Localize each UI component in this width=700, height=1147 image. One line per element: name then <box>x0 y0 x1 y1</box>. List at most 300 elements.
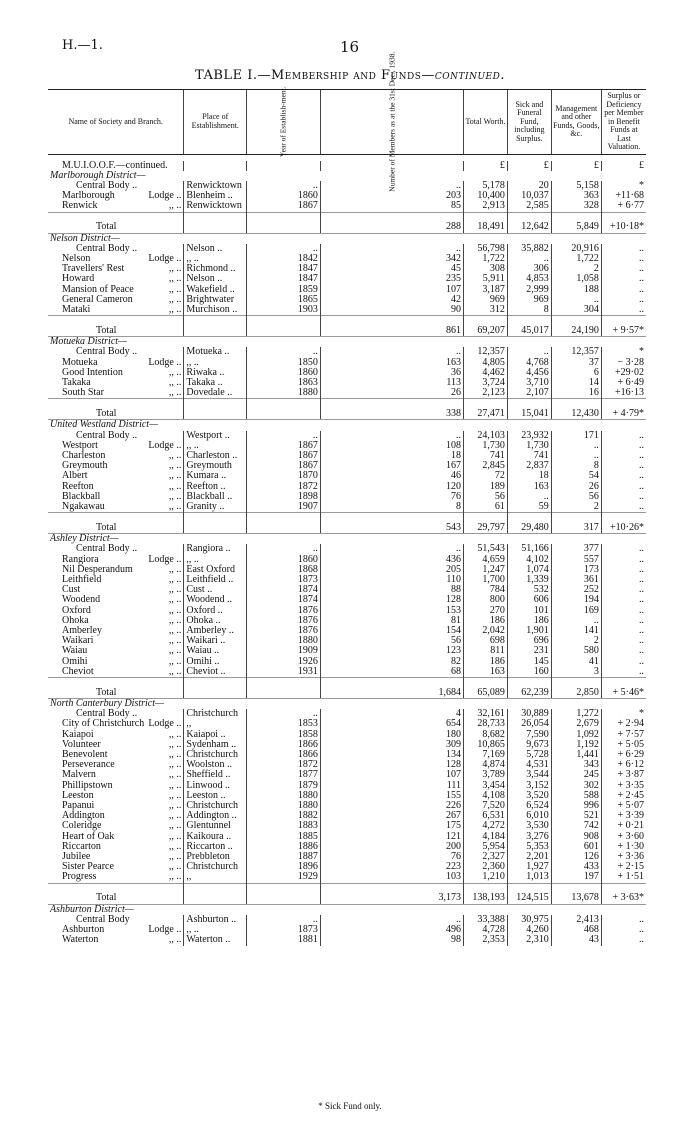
management-cell: 1,272 <box>551 709 601 719</box>
branch-row <box>48 626 646 636</box>
branch-row <box>48 492 646 502</box>
members-cell: .. <box>320 431 463 441</box>
surplus-cell: + 6·49 <box>601 378 646 388</box>
members-cell: 128 <box>320 760 463 770</box>
total-worth-cell: 72 <box>464 471 508 481</box>
management-cell: 2 <box>551 264 601 274</box>
district-header-row <box>48 233 646 244</box>
branch-type: ,, .. <box>168 263 182 275</box>
place-cell: Woodend .. <box>184 595 247 605</box>
branch-name-cell <box>48 201 184 212</box>
management-cell: 169 <box>551 606 601 616</box>
surplus-cell: + 3·36 <box>601 852 646 862</box>
surplus-cell: .. <box>601 585 646 595</box>
branch-type: ,, .. <box>168 470 182 482</box>
surplus-cell: + 2·94 <box>601 719 646 729</box>
branch-name: Central Body .. <box>76 242 138 254</box>
branch-name: Charleston <box>62 449 106 461</box>
table-title-text: —Membership and Funds— <box>257 68 435 83</box>
total-worth-cell: 3,454 <box>464 781 508 791</box>
members-cell: 113 <box>320 378 463 388</box>
branch-name: Benevolent <box>62 749 108 761</box>
surplus-cell: + 3·39 <box>601 811 646 821</box>
branch-name: Travellers' Rest <box>62 263 125 275</box>
surplus-cell: .. <box>601 305 646 316</box>
place-cell: Renwicktown <box>184 201 247 212</box>
branch-row <box>48 378 646 388</box>
total-worth-cell: 312 <box>464 305 508 316</box>
branch-name: Progress <box>62 871 97 883</box>
branch-name: Volunteer <box>62 738 101 750</box>
year-cell: 1867 <box>247 461 321 471</box>
branch-name: Cust <box>62 584 81 596</box>
management-cell: 20,916 <box>551 244 601 254</box>
place-cell: Amberley .. <box>184 626 247 636</box>
place-cell: Omihi .. <box>184 657 247 667</box>
branch-type: ,, .. <box>168 645 182 657</box>
year-cell: 1876 <box>247 626 321 636</box>
branch-row <box>48 191 646 201</box>
management-cell: 41 <box>551 657 601 667</box>
members-cell: 90 <box>320 305 463 316</box>
year-cell: 1885 <box>247 832 321 842</box>
sick-fund-cell: 2,585 <box>507 201 551 212</box>
total-label: Total <box>48 678 184 699</box>
col-place-header: Place of Establishment. <box>184 90 247 155</box>
branch-row <box>48 358 646 368</box>
sick-fund-cell: 5,353 <box>507 842 551 852</box>
management-cell: 343 <box>551 760 601 770</box>
branch-row <box>48 575 646 585</box>
management-cell: .. <box>551 441 601 451</box>
place-cell: Westport .. <box>184 431 247 441</box>
management-cell: 37 <box>551 358 601 368</box>
district-header-row <box>48 534 646 545</box>
branch-type: Lodge .. <box>148 190 182 202</box>
members-cell: 45 <box>320 264 463 274</box>
members-cell: 167 <box>320 461 463 471</box>
sick-fund-cell: 20 <box>507 181 551 191</box>
sick-fund-cell: 1,013 <box>507 872 551 883</box>
year-cell: 1907 <box>247 502 321 513</box>
year-cell: 1860 <box>247 555 321 565</box>
pound-sign: £ <box>601 161 646 171</box>
place-cell: Renwicktown <box>184 181 247 191</box>
branch-name: Central Body .. <box>76 179 138 191</box>
branch-name: Riccarton <box>62 840 101 852</box>
branch-type: ,, .. <box>168 563 182 575</box>
members-cell: 120 <box>320 482 463 492</box>
document-code: H.—1. <box>62 38 103 53</box>
branch-type: Lodge .. <box>148 924 182 936</box>
total-worth-cell: 5,178 <box>464 181 508 191</box>
total-worth-cell: 4,272 <box>464 821 508 831</box>
place-cell: ,, .. <box>184 925 247 935</box>
year-cell: 1880 <box>247 636 321 646</box>
year-cell: 1866 <box>247 750 321 760</box>
surplus-cell: .. <box>601 254 646 264</box>
sick-fund-cell: 2,999 <box>507 285 551 295</box>
surplus-cell: + 5·05 <box>601 740 646 750</box>
year-cell: 1880 <box>247 791 321 801</box>
sick-fund-cell: 59 <box>507 502 551 513</box>
members-cell: .. <box>320 544 463 554</box>
year-cell: 1876 <box>247 606 321 616</box>
total-year-cell <box>247 883 321 904</box>
management-cell: 1,192 <box>551 740 601 750</box>
year-cell: 1931 <box>247 667 321 678</box>
total-worth-cell: 28,733 <box>464 719 508 729</box>
total-worth-cell: 2,845 <box>464 461 508 471</box>
year-cell: 1867 <box>247 441 321 451</box>
branch-type: ,, .. <box>168 366 182 378</box>
surplus-cell: .. <box>601 575 646 585</box>
management-cell: .. <box>551 295 601 305</box>
total-worth-cell: 784 <box>464 585 508 595</box>
year-cell: 1865 <box>247 295 321 305</box>
management-cell: 171 <box>551 431 601 441</box>
members-cell: 8 <box>320 502 463 513</box>
place-cell: Blackball .. <box>184 492 247 502</box>
total-worth-cell: 3,187 <box>464 285 508 295</box>
total-place-cell <box>184 399 247 420</box>
branch-row <box>48 347 646 357</box>
total-members-cell: 288 <box>320 212 463 233</box>
management-cell: 43 <box>551 935 601 945</box>
branch-name: Sister Pearce <box>62 861 114 873</box>
total-worth-cell: 3,789 <box>464 770 508 780</box>
management-cell: 361 <box>551 575 601 585</box>
district-name: North Canterbury District— <box>50 698 164 710</box>
members-cell: 175 <box>320 821 463 831</box>
management-cell: 557 <box>551 555 601 565</box>
sick-fund-cell: 3,544 <box>507 770 551 780</box>
branch-row <box>48 305 646 316</box>
surplus-cell: .. <box>601 565 646 575</box>
branch-name: City of Christchurch <box>62 718 145 730</box>
place-cell: Ohoka .. <box>184 616 247 626</box>
management-cell: 468 <box>551 925 601 935</box>
total-worth-cell: 741 <box>464 451 508 461</box>
sick-fund-cell: 4,260 <box>507 925 551 935</box>
surplus-cell: .. <box>601 606 646 616</box>
surplus-cell: .. <box>601 461 646 471</box>
sick-fund-cell: 606 <box>507 595 551 605</box>
district-header-row <box>48 699 646 710</box>
management-cell: 14 <box>551 378 601 388</box>
members-cell: 36 <box>320 368 463 378</box>
sick-fund-cell: 231 <box>507 646 551 656</box>
management-cell: 2,413 <box>551 915 601 925</box>
sick-fund-cell: 3,520 <box>507 791 551 801</box>
year-cell: 1858 <box>247 730 321 740</box>
branch-type: ,, .. <box>168 273 182 285</box>
year-cell: 1898 <box>247 492 321 502</box>
district-name: United Westland District— <box>50 419 158 431</box>
place-cell: Ashburton .. <box>184 915 247 925</box>
management-cell: 194 <box>551 595 601 605</box>
management-cell: 2 <box>551 502 601 513</box>
place-cell: Waikari .. <box>184 636 247 646</box>
branch-name-cell <box>48 388 184 399</box>
total-worth-cell: 32,161 <box>464 709 508 719</box>
place-cell: Kumara .. <box>184 471 247 481</box>
branch-type: ,, .. <box>168 665 182 677</box>
branch-type: ,, .. <box>168 759 182 771</box>
branch-name: Takaka <box>62 376 91 388</box>
year-cell: 1847 <box>247 274 321 284</box>
total-label: Total <box>48 883 184 904</box>
management-cell: 56 <box>551 492 601 502</box>
branch-type: ,, .. <box>168 861 182 873</box>
branch-type: ,, .. <box>168 840 182 852</box>
branch-type: ,, .. <box>168 303 182 315</box>
sick-fund-cell: 306 <box>507 264 551 274</box>
management-cell: 2,679 <box>551 719 601 729</box>
surplus-cell: .. <box>601 646 646 656</box>
total-worth-cell: 12,357 <box>464 347 508 357</box>
sick-fund-cell: 163 <box>507 482 551 492</box>
total-surplus-cell: + 3·63* <box>601 883 646 904</box>
total-worth-cell: 56,798 <box>464 244 508 254</box>
branch-row <box>48 770 646 780</box>
members-cell: 223 <box>320 862 463 872</box>
place-cell: Murchison .. <box>184 305 247 316</box>
members-cell: 226 <box>320 801 463 811</box>
branch-row <box>48 832 646 842</box>
branch-type: ,, .. <box>168 779 182 791</box>
total-worth-cell: 138,193 <box>464 883 508 904</box>
surplus-cell: + 1·30 <box>601 842 646 852</box>
place-cell: Dovedale .. <box>184 388 247 399</box>
year-cell: 1866 <box>247 740 321 750</box>
branch-row <box>48 585 646 595</box>
members-cell: 76 <box>320 492 463 502</box>
surplus-cell: + 3·60 <box>601 832 646 842</box>
total-year-cell <box>247 316 321 337</box>
sick-fund-cell: 969 <box>507 295 551 305</box>
year-cell: .. <box>247 431 321 441</box>
sick-fund-cell: 51,166 <box>507 544 551 554</box>
branch-name: General Cameron <box>62 293 133 305</box>
branch-row <box>48 295 646 305</box>
total-worth-cell: 4,728 <box>464 925 508 935</box>
total-worth-cell: 3,724 <box>464 378 508 388</box>
total-worth-cell: 186 <box>464 657 508 667</box>
col-sick-fund-header: Sick and Funeral Fund, including Surplus. <box>507 90 551 155</box>
members-cell: 68 <box>320 667 463 678</box>
sick-fund-cell: 4,768 <box>507 358 551 368</box>
sick-fund-cell: 30,975 <box>507 915 551 925</box>
total-worth-cell: 7,520 <box>464 801 508 811</box>
branch-type: ,, .. <box>168 614 182 626</box>
surplus-cell: + 6·12 <box>601 760 646 770</box>
year-cell: .. <box>247 347 321 357</box>
sick-fund-cell: 35,882 <box>507 244 551 254</box>
total-surplus-cell: + 5·46* <box>601 678 646 699</box>
branch-name: Good Intention <box>62 366 123 378</box>
members-cell: 81 <box>320 616 463 626</box>
sick-fund-cell: 3,276 <box>507 832 551 842</box>
branch-name: Coleridge <box>62 820 102 832</box>
management-cell: 580 <box>551 646 601 656</box>
place-cell: ,, .. <box>184 254 247 264</box>
branch-name: Ohoka <box>62 614 89 626</box>
surplus-cell: .. <box>601 451 646 461</box>
place-cell: Prebbleton <box>184 852 247 862</box>
sick-fund-cell: 1,927 <box>507 862 551 872</box>
year-cell: 1876 <box>247 616 321 626</box>
branch-name: Central Body .. <box>76 429 138 441</box>
total-worth-cell: 308 <box>464 264 508 274</box>
branch-row <box>48 565 646 575</box>
place-cell: Addington .. <box>184 811 247 821</box>
surplus-cell: .. <box>601 616 646 626</box>
place-cell: Linwood .. <box>184 781 247 791</box>
surplus-cell: .. <box>601 244 646 254</box>
place-cell: ,, .. <box>184 358 247 368</box>
branch-name: Rangiora <box>62 553 99 565</box>
branch-name: Central Body .. <box>76 543 138 555</box>
place-cell: Blenheim .. <box>184 191 247 201</box>
branch-type: ,, .. <box>168 728 182 740</box>
branch-name: Central Body .. <box>76 708 138 720</box>
total-label: Total <box>48 212 184 233</box>
members-cell: 128 <box>320 595 463 605</box>
total-surplus-cell: +10·18* <box>601 212 646 233</box>
members-cell: 155 <box>320 791 463 801</box>
total-worth-cell: 24,103 <box>464 431 508 441</box>
management-cell: 742 <box>551 821 601 831</box>
place-cell: Oxford .. <box>184 606 247 616</box>
sick-fund-cell: .. <box>507 347 551 357</box>
branch-row <box>48 915 646 925</box>
branch-name: Cheviot <box>62 665 94 677</box>
surplus-cell: .. <box>601 295 646 305</box>
year-cell: 1883 <box>247 821 321 831</box>
surplus-cell: + 7·57 <box>601 730 646 740</box>
branch-row <box>48 482 646 492</box>
total-management-cell: 24,190 <box>551 316 601 337</box>
members-cell: 56 <box>320 636 463 646</box>
total-worth-cell: 2,123 <box>464 388 508 399</box>
surplus-cell: .. <box>601 482 646 492</box>
branch-row <box>48 201 646 212</box>
total-worth-cell: 2,353 <box>464 935 508 945</box>
branch-row <box>48 502 646 513</box>
branch-name: Westport <box>62 439 98 451</box>
surplus-cell: .. <box>601 274 646 284</box>
branch-name: Oxford <box>62 604 91 616</box>
branch-name: Howard <box>62 273 95 285</box>
place-cell: Richmond .. <box>184 264 247 274</box>
management-cell: 252 <box>551 585 601 595</box>
branch-row <box>48 451 646 461</box>
surplus-cell: − 3·28 <box>601 358 646 368</box>
place-cell: Riwaka .. <box>184 368 247 378</box>
year-cell: 1867 <box>247 201 321 212</box>
total-worth-cell: 10,400 <box>464 191 508 201</box>
year-cell: .. <box>247 915 321 925</box>
total-label: Total <box>48 316 184 337</box>
members-cell: 180 <box>320 730 463 740</box>
branch-row <box>48 254 646 264</box>
branch-name: Marlborough <box>62 190 115 202</box>
total-management-cell: 5,849 <box>551 212 601 233</box>
branch-row <box>48 544 646 554</box>
members-cell: .. <box>320 915 463 925</box>
branch-row <box>48 431 646 441</box>
branch-name: Phillipstown <box>62 779 113 791</box>
branch-row <box>48 274 646 284</box>
branch-name: Jubilee <box>62 851 91 863</box>
members-cell: 163 <box>320 358 463 368</box>
total-worth-cell: 2,913 <box>464 201 508 212</box>
year-cell: 1874 <box>247 585 321 595</box>
district-total-row <box>48 513 646 534</box>
district-name: Ashley District— <box>50 533 119 545</box>
sick-fund-cell: 1,730 <box>507 441 551 451</box>
surplus-cell: +29·02 <box>601 368 646 378</box>
place-cell: Kaikoura .. <box>184 832 247 842</box>
district-name: Marlborough District— <box>50 169 146 181</box>
sick-fund-cell: 4,531 <box>507 760 551 770</box>
sick-fund-cell: 145 <box>507 657 551 667</box>
sick-fund-cell: 7,590 <box>507 730 551 740</box>
sick-fund-cell: 6,010 <box>507 811 551 821</box>
management-cell: 1,441 <box>551 750 601 760</box>
surplus-cell: .. <box>601 935 646 945</box>
sick-fund-cell: 2,107 <box>507 388 551 399</box>
branch-name: Leithfield <box>62 574 102 585</box>
sick-fund-cell: 741 <box>507 451 551 461</box>
total-worth-cell: 69,207 <box>464 316 508 337</box>
sick-fund-cell: 2,310 <box>507 935 551 945</box>
management-cell: 588 <box>551 791 601 801</box>
year-cell: 1903 <box>247 305 321 316</box>
members-cell: .. <box>320 347 463 357</box>
total-place-cell <box>184 678 247 699</box>
branch-type: ,, .. <box>168 490 182 502</box>
branch-row <box>48 244 646 254</box>
year-cell: 1874 <box>247 595 321 605</box>
year-cell: 1882 <box>247 811 321 821</box>
place-cell: Sydenham .. <box>184 740 247 750</box>
management-cell: 1,058 <box>551 274 601 284</box>
place-cell: Nelson .. <box>184 244 247 254</box>
year-cell: 1877 <box>247 770 321 780</box>
year-cell: 1909 <box>247 646 321 656</box>
branch-row <box>48 760 646 770</box>
members-cell: 235 <box>320 274 463 284</box>
branch-type: ,, .. <box>168 604 182 616</box>
members-cell: 4 <box>320 709 463 719</box>
surplus-cell: + 1·51 <box>601 872 646 883</box>
management-cell: 363 <box>551 191 601 201</box>
total-worth-cell: 29,797 <box>464 513 508 534</box>
total-worth-cell: 4,184 <box>464 832 508 842</box>
place-cell: Christchurch <box>184 862 247 872</box>
branch-row <box>48 852 646 862</box>
surplus-cell: .. <box>601 492 646 502</box>
branch-row <box>48 616 646 626</box>
management-cell: 328 <box>551 201 601 212</box>
branch-type: ,, .. <box>168 449 182 461</box>
surplus-cell: * <box>601 709 646 719</box>
place-cell: Nelson .. <box>184 274 247 284</box>
management-cell: 433 <box>551 862 601 872</box>
sick-fund-cell: 186 <box>507 616 551 626</box>
